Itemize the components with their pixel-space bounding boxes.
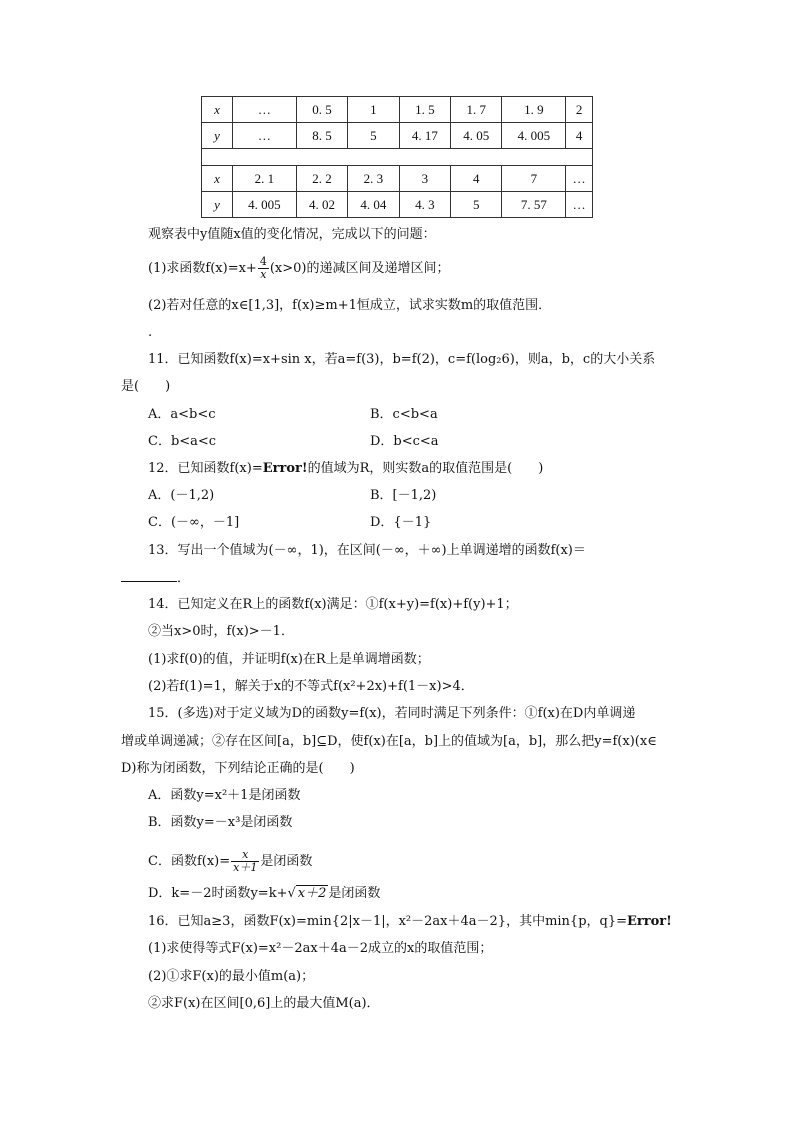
fraction bbox=[231, 849, 259, 874]
q14-line4: (2)若f(1)=1，解关于x的不等式f(x²+2x)+f(1－x)>4． bbox=[148, 679, 474, 694]
table-cell: y bbox=[202, 123, 233, 149]
fraction bbox=[258, 256, 269, 281]
q13-stem: 13．写出一个值域为(－∞，1)，在区间(－∞，＋∞)上单调递增的函数f(x)＝ bbox=[148, 543, 586, 558]
q15-option-b: B．函数y=－x³是闭函数 bbox=[148, 815, 293, 830]
q14-line3: (1)求f(0)的值，并证明f(x)在R上是单调增函数； bbox=[148, 652, 430, 667]
q15-option-d bbox=[148, 885, 380, 903]
q11-option-b: B．c<b<a bbox=[370, 407, 438, 422]
table-cell: 4. 17 bbox=[399, 123, 450, 149]
table-cell: 2. 2 bbox=[296, 166, 347, 192]
table-cell: x bbox=[202, 166, 233, 192]
table-row bbox=[202, 123, 593, 149]
table-cell: 4 bbox=[566, 123, 593, 149]
q12-option-a: A．(－1,2) bbox=[148, 488, 215, 503]
q12-option-c: C．(－∞，－1] bbox=[148, 515, 240, 530]
q11-option-a: A．a<b<c bbox=[148, 407, 216, 422]
q12-option-d: D．{－1} bbox=[370, 515, 432, 530]
fraction-numerator: 4 bbox=[259, 255, 267, 268]
fraction-denominator: x＋1 bbox=[233, 861, 258, 874]
q10-part2: (2)若对任意的x∈[1,3]，f(x)≥m+1恒成立，试求实数m的取值范围． bbox=[148, 298, 552, 313]
q11-stem: 11．已知函数f(x)=x+sin x，若a=f(3)，b=f(2)，c=f(log₂6)，则a，b，c的大小关系 bbox=[148, 352, 656, 367]
table-cell: 4 bbox=[451, 166, 502, 192]
q15-option-c-pre: C．函数f(x)= bbox=[148, 854, 231, 869]
q10-part1-post: (x>0)的递减区间及递增区间； bbox=[269, 261, 450, 276]
table-cell: 1. 9 bbox=[502, 97, 566, 123]
table-cell: 2. 3 bbox=[348, 166, 399, 192]
q15-option-c bbox=[148, 849, 312, 874]
q12-error-text: Error! bbox=[262, 461, 308, 476]
table-cell: 4. 3 bbox=[399, 192, 450, 218]
table-cell: x bbox=[202, 97, 233, 123]
table-cell: 2 bbox=[566, 97, 593, 123]
q15-option-d-pre: D．k=－2时函数y=k+ bbox=[148, 886, 288, 901]
table-cell: 1. 5 bbox=[399, 97, 450, 123]
q16-line1-pre: 16．已知a≥3，函数F(x)=min{2|x－1|，x²－2ax＋4a－2}，其中min{p，q}= bbox=[148, 914, 628, 929]
q15-line3: D)称为闭函数，下列结论正确的是( ) bbox=[121, 761, 355, 776]
table-cell: 3 bbox=[399, 166, 450, 192]
q11-option-d: D．b<c<a bbox=[370, 434, 439, 449]
q15-option-c-post: 是闭函数 bbox=[260, 854, 313, 869]
q13-answer-line bbox=[121, 569, 190, 588]
fraction-denominator: x bbox=[260, 268, 267, 281]
table-cell: 4. 005 bbox=[233, 192, 297, 218]
table-separator-row bbox=[202, 149, 593, 166]
q11-option-c: C．b<a<c bbox=[148, 434, 217, 449]
table-cell: y bbox=[202, 192, 233, 218]
answer-blank bbox=[121, 569, 177, 582]
table-cell: 4. 05 bbox=[451, 123, 502, 149]
table-cell: 5 bbox=[451, 192, 502, 218]
sqrt-radicand: x＋2 bbox=[297, 886, 327, 901]
table-cell: 2. 1 bbox=[233, 166, 297, 192]
q16-line1 bbox=[148, 913, 672, 931]
table-separator bbox=[202, 149, 593, 166]
table-cell: 7 bbox=[502, 166, 566, 192]
q10-part1-pre: (1)求函数f(x)=x+ bbox=[148, 261, 257, 276]
q15-option-a: A．函数y=x²＋1是闭函数 bbox=[148, 788, 301, 803]
table-cell: 4. 02 bbox=[296, 192, 347, 218]
table-cell: 8. 5 bbox=[296, 123, 347, 149]
table-cell: 7. 57 bbox=[502, 192, 566, 218]
table-row bbox=[202, 192, 593, 218]
q10-intro: 观察表中y值随x值的变化情况，完成以下的问题： bbox=[148, 227, 436, 242]
q15-line2: 增或单调递减；②存在区间[a，b]⊆D，使f(x)在[a，b]上的值域为[a，b]，那么把y=f(x)(x∈ bbox=[121, 734, 657, 749]
table-cell: 5 bbox=[348, 123, 399, 149]
q16-line3: (2)①求F(x)的最小值m(a)； bbox=[148, 969, 315, 984]
table-row bbox=[202, 97, 593, 123]
q14-line2: ②当x>0时，f(x)>－1． bbox=[148, 624, 294, 639]
q16-error-text: Error! bbox=[627, 914, 672, 929]
table-cell: 4. 005 bbox=[502, 123, 566, 149]
q10-part1 bbox=[148, 256, 449, 281]
sqrt-sign: √ bbox=[287, 886, 296, 901]
fraction-numerator: x bbox=[231, 849, 259, 862]
q14-line1: 14．已知定义在R上的函数f(x)满足：①f(x+y)=f(x)+f(y)+1； bbox=[148, 597, 518, 612]
q12-option-b: B．[－1,2) bbox=[370, 488, 437, 503]
table-row bbox=[202, 166, 593, 192]
q15-line1: 15．(多选)对于定义域为D的函数y=f(x)，若同时满足下列条件：①f(x)在D内单调递 bbox=[148, 706, 636, 721]
table-cell: … bbox=[566, 166, 593, 192]
table-cell: 4. 04 bbox=[348, 192, 399, 218]
q16-line4: ②求F(x)在区间[0,6]上的最大值M(a)． bbox=[148, 996, 380, 1011]
stray-dot: . bbox=[148, 325, 153, 340]
value-table bbox=[201, 96, 593, 218]
table-cell: … bbox=[233, 97, 297, 123]
q12-stem bbox=[148, 460, 543, 478]
q12-stem-pre: 12．已知函数f(x)= bbox=[148, 461, 263, 476]
table-cell: … bbox=[566, 192, 593, 218]
q11-stem-cont: 是( ) bbox=[121, 379, 171, 394]
q13-end: ． bbox=[177, 571, 191, 586]
q12-stem-post: 的值域为R，则实数a的取值范围是( ) bbox=[307, 461, 544, 476]
table-cell: 0. 5 bbox=[296, 97, 347, 123]
table-cell: 1 bbox=[348, 97, 399, 123]
q15-option-d-post: 是闭函数 bbox=[328, 886, 381, 901]
table-cell: 1. 7 bbox=[451, 97, 502, 123]
table-cell: … bbox=[233, 123, 297, 149]
q16-line2: (1)求使得等式F(x)=x²－2ax＋4a－2成立的x的取值范围； bbox=[148, 941, 493, 956]
